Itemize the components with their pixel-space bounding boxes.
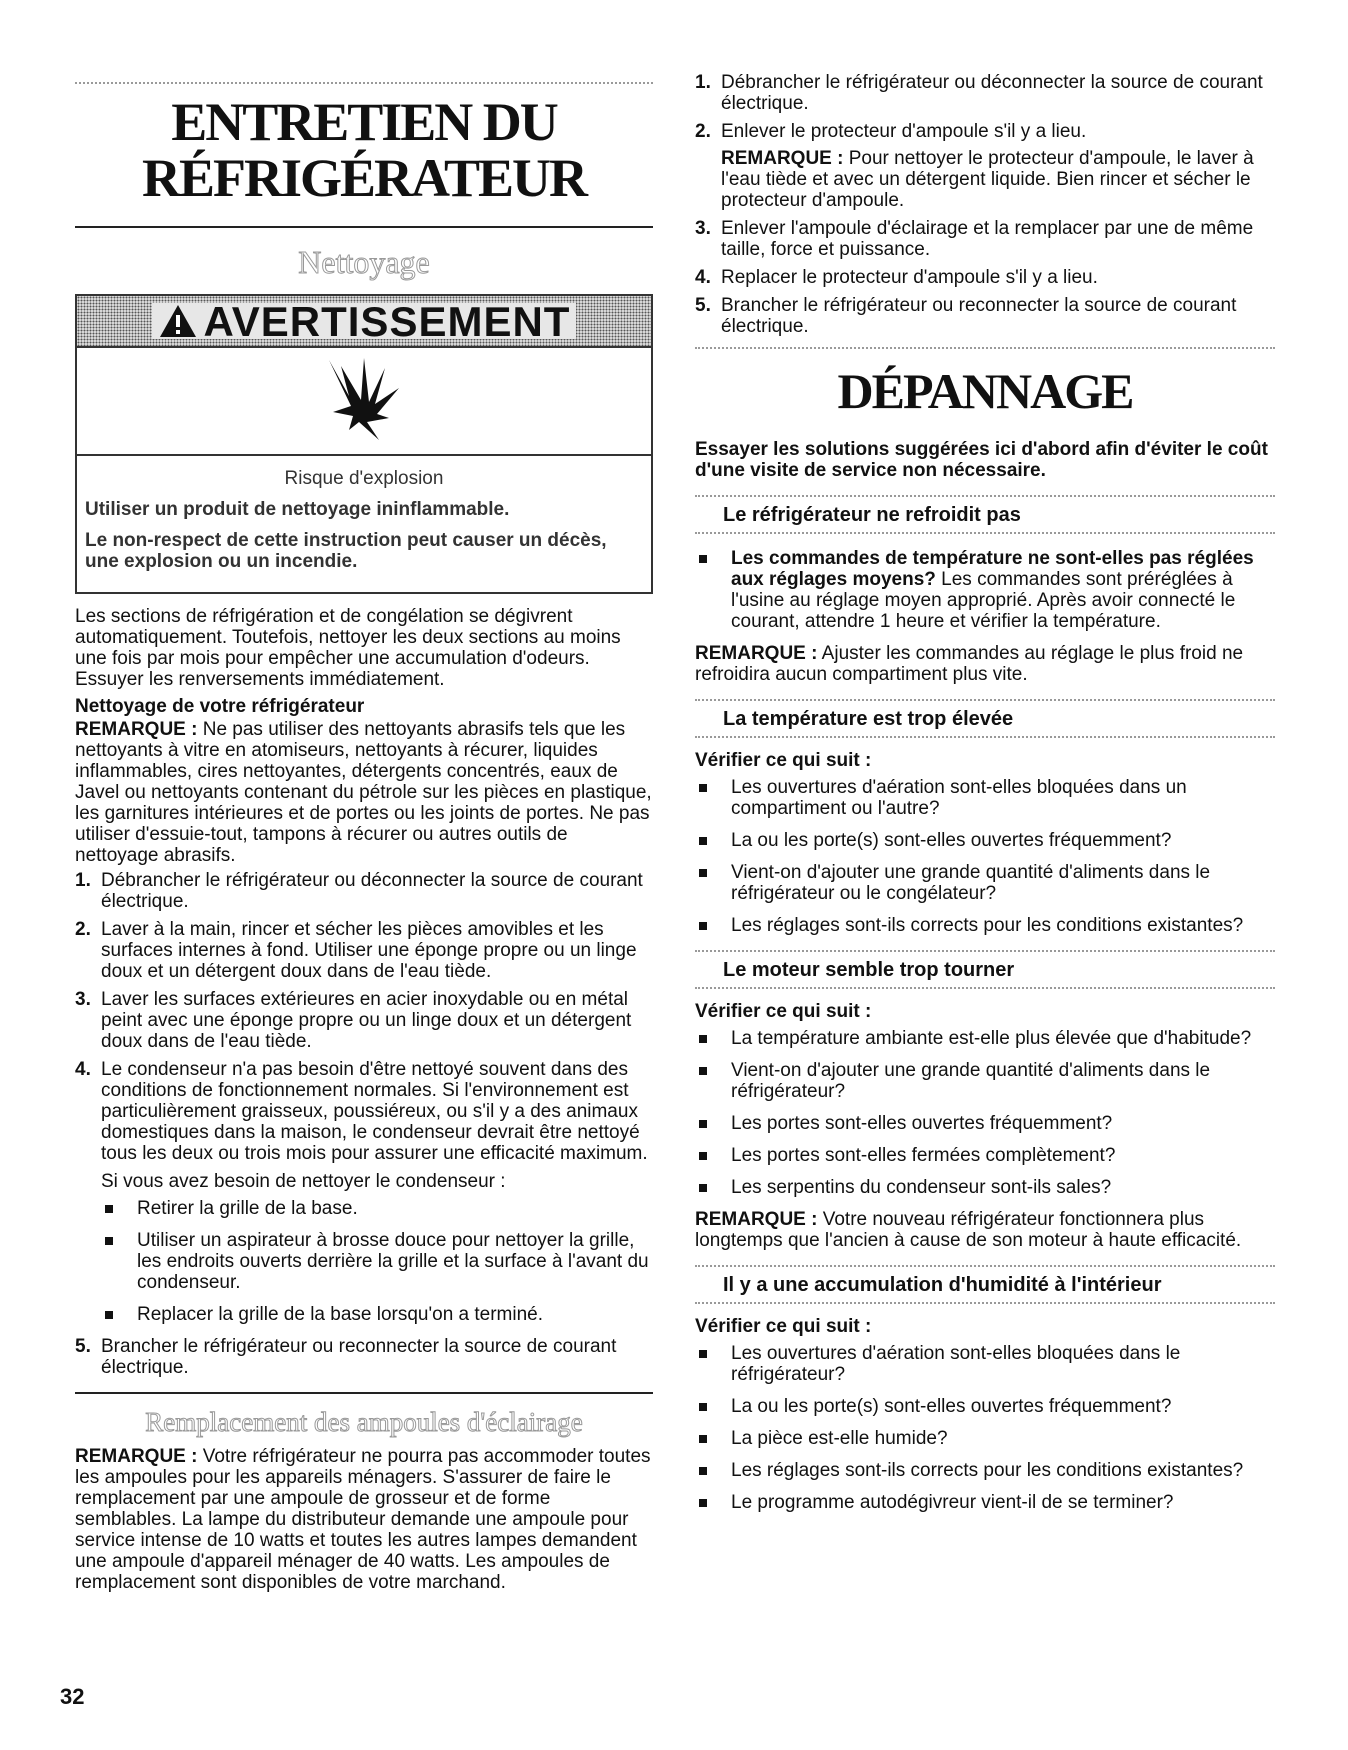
square-bullet-icon <box>699 1403 707 1411</box>
cleaning-intro: Les sections de réfrigération et de congélation se dégivrent automatiquement. Toutefois, nettoyer les deux sections au moins une fois par mois pour empêcher une accumulation d'odeurs. Essuyer les renversements immédiatement. <box>75 606 621 690</box>
step-number: 2. <box>75 919 91 940</box>
bullet-text: Replacer la grille de la base lorsqu'on a terminé. <box>137 1304 544 1325</box>
warning-title-wrap <box>152 297 577 345</box>
condenser-bullets <box>101 1198 653 1325</box>
bullet-text: Les portes sont-elles fermées complètement? <box>731 1145 1116 1166</box>
list-item <box>695 267 1275 288</box>
right-column <box>695 0 1275 1524</box>
bullet-text: La pièce est-elle humide? <box>731 1428 948 1449</box>
bulb-divider <box>75 1392 653 1394</box>
list-item <box>695 777 1275 819</box>
list-item <box>695 72 1275 114</box>
cleaning-heading: Nettoyage <box>298 244 430 280</box>
square-bullet-icon <box>699 922 707 930</box>
square-bullet-icon <box>699 1120 707 1128</box>
sec4-bullets <box>695 1343 1275 1513</box>
list-item <box>695 295 1275 337</box>
square-bullet-icon <box>699 1350 707 1358</box>
warning-line-1: Utiliser un produit de nettoyage ininflammable. <box>85 499 510 520</box>
step-text: Débrancher le réfrigérateur ou déconnecter la source de courant électrique. <box>101 870 643 912</box>
step-text: Brancher le réfrigérateur ou reconnecter la source de courant électrique. <box>101 1336 617 1378</box>
title-divider <box>75 226 653 228</box>
bullet-text: Les commandes sont préréglées à l'usine au réglage moyen approprié. Après avoir connecté le courant, attendre 1 heure et vérifier la température. <box>731 569 1236 632</box>
title-line-2: RÉFRIGÉRATEUR <box>141 148 587 208</box>
list-item <box>101 1198 653 1219</box>
title-line-1: ENTRETIEN DU <box>171 92 557 152</box>
bullet-text: Les réglages sont-ils corrects pour les conditions existantes? <box>731 915 1244 936</box>
verifier-label: Vérifier ce qui suit : <box>695 1316 872 1337</box>
step2-remarque <box>721 148 1275 211</box>
list-item <box>695 218 1275 260</box>
warning-header <box>77 296 651 348</box>
bullet-text: Les serpentins du condenseur sont-ils sales? <box>731 1177 1112 1198</box>
warning-text <box>77 456 651 592</box>
remarque-text: Votre nouveau réfrigérateur fonctionnera plus longtemps que l'ancien à cause de son moteur à haute efficacité. <box>695 1209 1242 1251</box>
list-item <box>101 1230 653 1293</box>
bullet-text: La ou les porte(s) sont-elles ouvertes fréquemment? <box>731 830 1172 851</box>
square-bullet-icon <box>105 1311 113 1319</box>
depannage-title: DÉPANNAGE <box>837 363 1133 419</box>
verifier-label: Vérifier ce qui suit : <box>695 1001 872 1022</box>
list-item <box>695 915 1275 936</box>
warning-box <box>75 294 653 594</box>
list-item <box>75 1059 653 1325</box>
list-item <box>695 1343 1275 1385</box>
step-text: Enlever le protecteur d'ampoule s'il y a lieu. <box>721 121 1087 142</box>
list-item <box>695 1177 1275 1198</box>
bullet-text: Vient-on d'ajouter une grande quantité d'aliments dans le réfrigérateur? <box>731 1060 1211 1102</box>
section-heading: Le moteur semble trop tourner <box>695 950 1275 989</box>
step-text: Laver les surfaces extérieures en acier inoxydable ou en métal peint avec une éponge propre ou un linge doux et un détergent doux dans de l'eau tiède. <box>101 989 632 1052</box>
list-item <box>695 1492 1275 1513</box>
sec2-bullets <box>695 777 1275 936</box>
warning-icon-row <box>77 348 651 456</box>
square-bullet-icon <box>699 1184 707 1192</box>
step-number: 3. <box>695 218 711 239</box>
list-item <box>75 1336 653 1378</box>
list-item <box>695 830 1275 851</box>
list-item <box>75 919 653 982</box>
square-bullet-icon <box>699 1467 707 1475</box>
bulb-heading: Remplacement des ampoules d'éclairage <box>145 1407 583 1437</box>
section-heading: La température est trop élevée <box>695 699 1275 738</box>
depannage-divider <box>695 347 1275 349</box>
square-bullet-icon <box>699 1499 707 1507</box>
step-number: 3. <box>75 989 91 1010</box>
section-heading: Le réfrigérateur ne refroidit pas <box>695 495 1275 534</box>
step-number: 4. <box>75 1059 91 1080</box>
sec3-remarque <box>695 1209 1275 1251</box>
square-bullet-icon <box>699 784 707 792</box>
bullet-text: Utiliser un aspirateur à brosse douce pour nettoyer la grille, les endroits ouverts derrière la grille et la surface à l'avant du condenseur. <box>137 1230 649 1293</box>
list-item <box>695 1113 1275 1134</box>
step4-sub: Si vous avez besoin de nettoyer le condenseur : <box>101 1171 506 1192</box>
bullet-text: Les ouvertures d'aération sont-elles bloquées dans un compartiment ou l'autre? <box>731 777 1187 819</box>
list-item <box>695 1396 1275 1417</box>
remarque-text: Pour nettoyer le protecteur d'ampoule, le laver à l'eau tiède et avec un détergent liquide. Bien rincer et sécher le protecteur d'ampoule. <box>721 148 1254 211</box>
section-heading: Il y a une accumulation d'humidité à l'intérieur <box>695 1265 1275 1304</box>
list-item <box>695 1428 1275 1449</box>
step-number: 2. <box>695 121 711 142</box>
square-bullet-icon <box>699 1067 707 1075</box>
list-item <box>75 989 653 1052</box>
square-bullet-icon <box>699 555 707 563</box>
list-item <box>75 870 653 912</box>
step-number: 1. <box>695 72 711 93</box>
bullet-text: La ou les porte(s) sont-elles ouvertes fréquemment? <box>731 1396 1172 1417</box>
cleaning-remarque <box>75 719 653 866</box>
warning-triangle-icon <box>158 303 198 339</box>
step-text: Laver à la main, rincer et sécher les pièces amovibles et les surfaces internes à fond. Utiliser une éponge propre ou un linge doux et un détergent doux dans de l'eau tiède. <box>101 919 637 982</box>
remarque-text: Votre réfrigérateur ne pourra pas accommoder toutes les ampoules pour les appareils ménagers. S'assurer de faire le remplacement par une ampoule de grosseur et de forme semblables. La lampe du distributeur demande une ampoule pour service intense de 10 watts et toutes les autres lampes demandent une ampoule d'appareil ménager de 40 watts. Les ampoules de remplacement sont disponibles de votre marchand. <box>75 1446 651 1593</box>
cleaning-steps <box>75 870 653 1378</box>
remarque-text: Ajuster les commandes au réglage le plus froid ne refroidira aucun compartiment plus vite. <box>695 643 1244 685</box>
step-text: Le condenseur n'a pas besoin d'être nettoyé souvent dans des conditions de fonctionnement normales. Si l'environnement est particulièrement graisseux, poussiéreux, ou s'il y a des animaux domestiques dans la maison, le condenseur devrait être nettoyé tous les deux ou trois mois pour assurer une efficacité maximum. <box>101 1059 648 1164</box>
bulb-steps <box>695 72 1275 337</box>
step-text: Replacer le protecteur d'ampoule s'il y a lieu. <box>721 267 1098 288</box>
remarque-label: REMARQUE : <box>75 1446 198 1467</box>
explosion-icon <box>319 356 409 447</box>
step-text: Enlever l'ampoule d'éclairage et la remplacer par une de même taille, force et puissance. <box>721 218 1254 260</box>
bullet-text: Vient-on d'ajouter une grande quantité d'aliments dans le réfrigérateur ou le congélateur? <box>731 862 1211 904</box>
step-text: Débrancher le réfrigérateur ou déconnecter la source de courant électrique. <box>721 72 1263 114</box>
bullet-bold-text: Les commandes de température ne sont-elles pas réglées aux réglages moyens? <box>731 548 1254 590</box>
bullet-text: Retirer la grille de la base. <box>137 1198 358 1219</box>
left-column <box>75 0 653 1593</box>
page-title <box>75 94 653 206</box>
top-divider <box>75 82 653 84</box>
step-number: 1. <box>75 870 91 891</box>
list-item <box>695 1460 1275 1481</box>
remarque-label: REMARQUE : <box>695 643 818 664</box>
sec1-bullets <box>695 548 1275 632</box>
step-number: 4. <box>695 267 711 288</box>
list-item <box>101 1304 653 1325</box>
page-number: 32 <box>60 1684 85 1709</box>
step-text: Brancher le réfrigérateur ou reconnecter la source de courant électrique. <box>721 295 1237 337</box>
warning-line-2: Le non-respect de cette instruction peut causer un décès, une explosion ou un incendie. <box>85 530 607 572</box>
square-bullet-icon <box>699 1035 707 1043</box>
list-item <box>695 1060 1275 1102</box>
bullet-text: Les portes sont-elles ouvertes fréquemment? <box>731 1113 1113 1134</box>
bullet-text: Les ouvertures d'aération sont-elles bloquées dans le réfrigérateur? <box>731 1343 1181 1385</box>
list-item <box>695 862 1275 904</box>
square-bullet-icon <box>699 837 707 845</box>
depannage-intro: Essayer les solutions suggérées ici d'abord afin d'éviter le coût d'une visite de service non nécessaire. <box>695 439 1268 481</box>
remarque-text: Ne pas utiliser des nettoyants abrasifs tels que les nettoyants à vitre en atomiseurs, nettoyants à récurer, liquides inflammables, cires nettoyantes, détergents concentrés, eaux de Javel ou nettoyants contenant du pétrole sur les pièces en plastique, les garnitures intérieures et de portes ou les joints de portes. Ne pas utiliser d'essuie-tout, tampons à récurer ou autres outils de nettoyage abrasifs. <box>75 719 652 866</box>
sec1-remarque <box>695 643 1275 685</box>
square-bullet-icon <box>699 869 707 877</box>
bullet-text: Les réglages sont-ils corrects pour les conditions existantes? <box>731 1460 1244 1481</box>
cleaning-subheading: Nettoyage de votre réfrigérateur <box>75 696 365 717</box>
warning-risk: Risque d'explosion <box>284 468 444 489</box>
square-bullet-icon <box>699 1152 707 1160</box>
step-number: 5. <box>75 1336 91 1357</box>
bullet-text: Le programme autodégivreur vient-il de se terminer? <box>731 1492 1174 1513</box>
remarque-label: REMARQUE : <box>721 148 844 169</box>
list-item <box>695 1028 1275 1049</box>
warning-title: AVERTISSEMENT <box>203 297 571 345</box>
list-item <box>695 121 1275 211</box>
square-bullet-icon <box>105 1205 113 1213</box>
bulb-remarque <box>75 1446 653 1593</box>
bullet-text: La température ambiante est-elle plus élevée que d'habitude? <box>731 1028 1252 1049</box>
square-bullet-icon <box>699 1435 707 1443</box>
sec3-bullets <box>695 1028 1275 1198</box>
remarque-label: REMARQUE : <box>75 719 198 740</box>
list-item <box>695 1145 1275 1166</box>
list-item <box>695 548 1275 632</box>
square-bullet-icon <box>105 1237 113 1245</box>
remarque-label: REMARQUE : <box>695 1209 818 1230</box>
step-number: 5. <box>695 295 711 316</box>
verifier-label: Vérifier ce qui suit : <box>695 750 872 771</box>
